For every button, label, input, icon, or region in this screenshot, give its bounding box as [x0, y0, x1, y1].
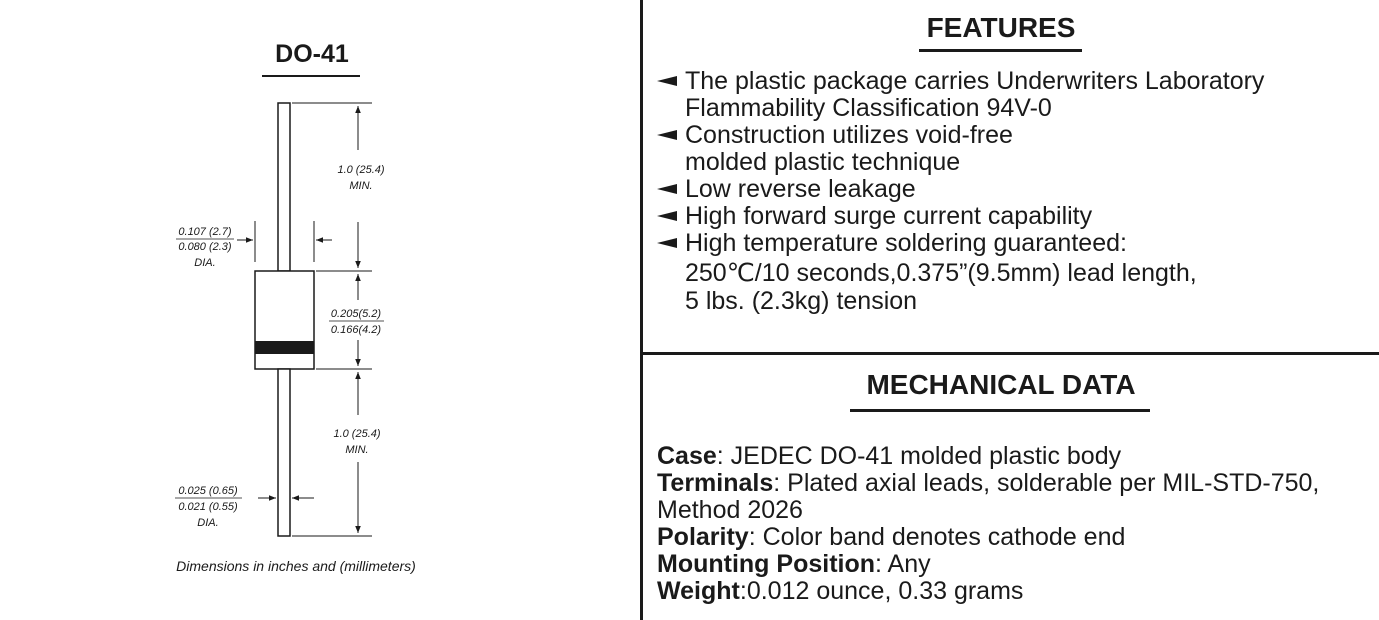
feature-line: High temperature soldering guaranteed:	[685, 229, 1127, 257]
mech-row-polarity	[657, 524, 1379, 551]
mech-separator: :	[748, 523, 763, 551]
dimensions-caption: Dimensions in inches and (millimeters)	[176, 558, 416, 574]
feature-line: Low reverse leakage	[685, 175, 916, 203]
feature-detail-line: 250℃/10 seconds,0.375”(9.5mm) lead length,	[685, 259, 1197, 287]
body-dia-min: 0.080 (2.3)	[178, 241, 232, 253]
lead-dia-max: 0.025 (0.65)	[178, 485, 238, 497]
mech-value: Any	[887, 550, 931, 578]
package-drawing-panel	[0, 0, 640, 620]
diode-body	[255, 271, 314, 369]
mech-label: Case	[657, 442, 717, 470]
feature-line: molded plastic technique	[685, 148, 961, 176]
feature-line: The plastic package carries Underwriters Laboratory	[685, 67, 1265, 95]
mech-row-weight	[657, 578, 1379, 605]
mech-separator: :	[875, 550, 888, 578]
feature-detail-line: 5 lbs. (2.3kg) tension	[685, 287, 918, 315]
body-dia-max: 0.107 (2.7)	[178, 226, 232, 238]
feature-item	[655, 176, 1375, 203]
mech-row-mounting	[657, 551, 1379, 578]
arrow-bullet-icon	[657, 184, 677, 194]
feature-item	[655, 230, 1375, 257]
features-section	[643, 0, 1379, 352]
top-lead-length-value: 1.0 (25.4)	[337, 164, 385, 176]
mech-separator: :	[739, 577, 747, 605]
mech-row-terminals	[657, 470, 1379, 497]
feature-item	[655, 68, 1375, 122]
mech-label: Weight	[657, 577, 740, 605]
feature-line: Flammability Classification 94V-0	[685, 94, 1052, 122]
bottom-lead-length-value: 1.0 (25.4)	[333, 428, 381, 440]
top-lead	[278, 103, 290, 271]
arrow-bullet-icon	[657, 238, 677, 248]
features-heading-underline	[919, 49, 1082, 52]
arrow-bullet-icon	[657, 130, 677, 140]
mech-label: Polarity	[657, 523, 749, 551]
feature-detail	[655, 259, 1375, 315]
feature-line: Construction utilizes void-free	[685, 121, 1013, 149]
mech-value: Color band denotes cathode end	[762, 523, 1126, 551]
mech-row-case	[657, 443, 1379, 470]
mech-value: 0.012 ounce, 0.33 grams	[746, 577, 1024, 605]
top-lead-length-min: MIN.	[349, 180, 373, 192]
mechanical-heading-underline	[850, 409, 1150, 412]
body-length-max: 0.205(5.2)	[330, 308, 382, 320]
cathode-band	[255, 341, 314, 354]
feature-item	[655, 122, 1375, 149]
features-heading: FEATURES	[926, 12, 1076, 43]
mech-value: Plated axial leads, solderable per MIL-STD-750,	[787, 469, 1320, 497]
mech-separator: :	[716, 442, 731, 470]
mechanical-data-heading: MECHANICAL DATA	[866, 369, 1136, 400]
mech-value: JEDEC DO-41 molded plastic body	[730, 442, 1122, 470]
mechanical-data-section	[643, 355, 1379, 620]
feature-item-continued	[655, 149, 1375, 176]
bottom-lead	[278, 369, 290, 536]
feature-line: High forward surge current capability	[685, 202, 1093, 230]
arrow-bullet-icon	[657, 211, 677, 221]
mech-separator: :	[773, 469, 788, 497]
mech-label: Terminals	[657, 469, 774, 497]
mechanical-data-list	[657, 443, 1379, 605]
mech-row-terminals-cont	[657, 497, 1379, 524]
mech-value: Method 2026	[657, 496, 803, 524]
package-title: DO-41	[275, 40, 349, 68]
do41-outline-drawing	[0, 0, 640, 620]
feature-list	[655, 68, 1375, 315]
feature-item	[655, 203, 1375, 230]
bottom-lead-length-min: MIN.	[345, 444, 369, 456]
body-dia-label: DIA.	[194, 257, 216, 269]
lead-dia-min: 0.021 (0.55)	[178, 501, 238, 513]
body-length-min: 0.166(4.2)	[330, 324, 382, 336]
mech-label: Mounting Position	[657, 550, 876, 578]
arrow-bullet-icon	[657, 76, 677, 86]
lead-dia-label: DIA.	[197, 517, 219, 529]
